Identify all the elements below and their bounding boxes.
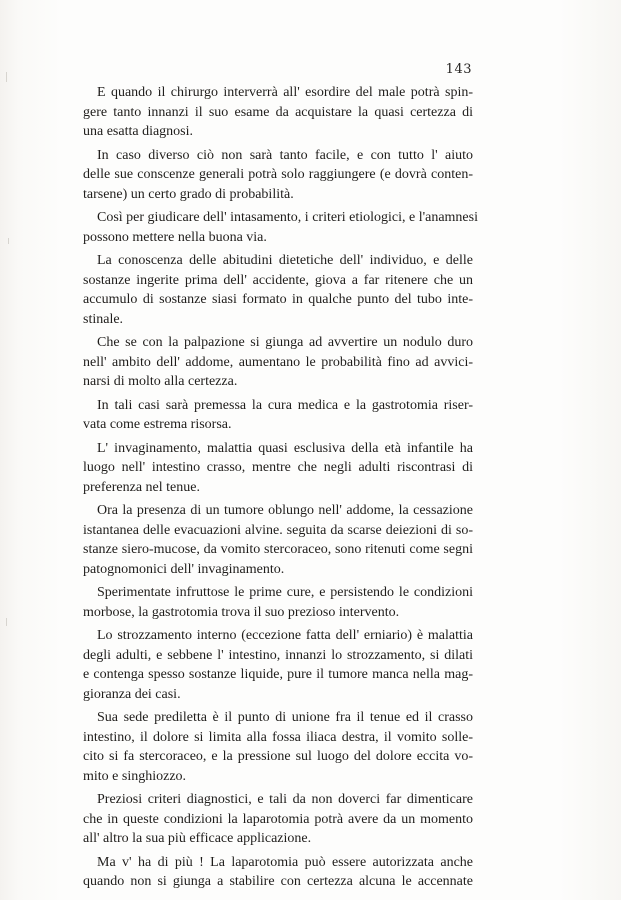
- paragraph: [83, 439, 473, 498]
- text-line: vata come estrema risorsa.: [83, 417, 232, 432]
- text-line: Che se con la palpazione si giunga ad avvertire un nodulo duro: [97, 335, 473, 350]
- text-line: preferenza nel tenue.: [83, 479, 200, 495]
- text-line: cito si fa stercoraceo, e la pressione sul luogo del dolore eccita vo-: [83, 749, 473, 764]
- paragraph: [83, 208, 478, 247]
- body-text: [83, 83, 478, 896]
- text-line: stinale.: [83, 311, 124, 327]
- text-line: gere tanto innanzi il suo esame da acquistare la quasi certezza di: [83, 104, 473, 120]
- text-line: In caso diverso ciò non sarà tanto facile, e con tutto l' aiuto: [97, 147, 473, 163]
- text-line: gioranza dei casi.: [83, 686, 181, 702]
- text-line: e contenga spesso sostanze liquide, pure il tumore manca nella mag-: [83, 667, 473, 682]
- text-line: L' invaginamento, malattia quasi esclusiva della età infantile ha: [97, 440, 473, 456]
- text-line: Così per giudicare dell' intasamento, i criteri etiologici, e l'anamnesi: [97, 210, 478, 225]
- text-line: patognomonici dell' invaginamento.: [83, 561, 285, 577]
- margin-mark: [6, 618, 7, 626]
- text-line: morbose, la gastrotomia trova il suo prezioso intervento.: [83, 604, 400, 620]
- paragraph: [83, 853, 473, 892]
- page-number: 143: [445, 62, 472, 77]
- paragraph: [83, 790, 473, 849]
- margin-mark: [8, 238, 9, 244]
- paragraph: [83, 583, 473, 622]
- text-line: possono mettere nella buona via.: [83, 229, 267, 245]
- text-line: Sua sede prediletta è il punto di unione fra il tenue ed il crasso: [97, 710, 473, 725]
- text-line: Preziosi criteri diagnostici, e tali da non doverci far dimenticare: [97, 792, 473, 807]
- text-line: Ma v' ha di più ! La laparotomia può essere autorizzata anche: [97, 854, 473, 870]
- text-line: accumulo di sostanze siasi formato in qualche punto del tubo inte-: [83, 292, 473, 307]
- text-line: una esatta diagnosi.: [83, 124, 194, 139]
- text-line: che in queste condizioni la laparotomia potrà avere da un momento: [83, 811, 473, 827]
- text-line: istantanea delle evacuazioni alvine. seguita da scarse deiezioni di so-: [83, 522, 473, 538]
- text-line: tarsene) un certo grado di probabilità.: [83, 186, 294, 202]
- paragraph: [83, 501, 473, 579]
- text-line: nell' ambito dell' addome, aumentano le probabilità fino ad avvici-: [83, 354, 473, 370]
- text-line: quando non si giunga a stabilire con certezza alcuna le accennate: [83, 874, 473, 889]
- paragraph: [83, 251, 473, 329]
- text-line: Lo strozzamento interno (eccezione fatta dell' erniario) è malattia: [97, 628, 473, 643]
- paragraph: [83, 396, 473, 435]
- text-line: Ora la presenza di un tumore oblungo nell' addome, la cessazione: [97, 503, 473, 518]
- text-line: narsi di molto alla certezza.: [83, 374, 238, 389]
- text-line: stanze siero-mucose, da vomito stercoraceo, sono ritenuti come segni: [83, 542, 473, 557]
- text-line: Sperimentate infruttose le prime cure, e persistendo le condizioni: [97, 585, 473, 600]
- margin-mark: [6, 72, 7, 82]
- text-line: delle sue conscenze generali potrà solo raggiungere (e dovrà conten-: [83, 167, 473, 182]
- text-line: In tali casi sarà premessa la cura medica e la gastrotomia riser-: [97, 397, 473, 413]
- text-line: all' altro la sua più efficace applicazione.: [83, 831, 312, 846]
- text-line: mito e singhiozzo.: [83, 768, 187, 784]
- text-line: luogo nell' intestino crasso, mentre che negli adulti riscontrasi di: [83, 460, 473, 475]
- text-line: La conoscenza delle abitudini dietetiche dell' individuo, e delle: [97, 253, 473, 268]
- paragraph: [83, 83, 473, 142]
- text-line: intestino, il dolore si limita alla fossa iliaca destra, il vomito solle-: [83, 729, 473, 745]
- paragraph: [83, 333, 473, 392]
- paragraph: [83, 708, 473, 786]
- text-line: degli adulti, e sebbene l' intestino, innanzi lo strozzamento, si dilati: [83, 647, 473, 663]
- text-line: sostanze ingerite prima dell' accidente, giova a far ritenere che un: [83, 272, 473, 288]
- paragraph: [83, 146, 473, 205]
- paragraph: [83, 626, 473, 704]
- text-line: E quando il chirurgo interverrà all' esordire del male potrà spin-: [97, 85, 473, 100]
